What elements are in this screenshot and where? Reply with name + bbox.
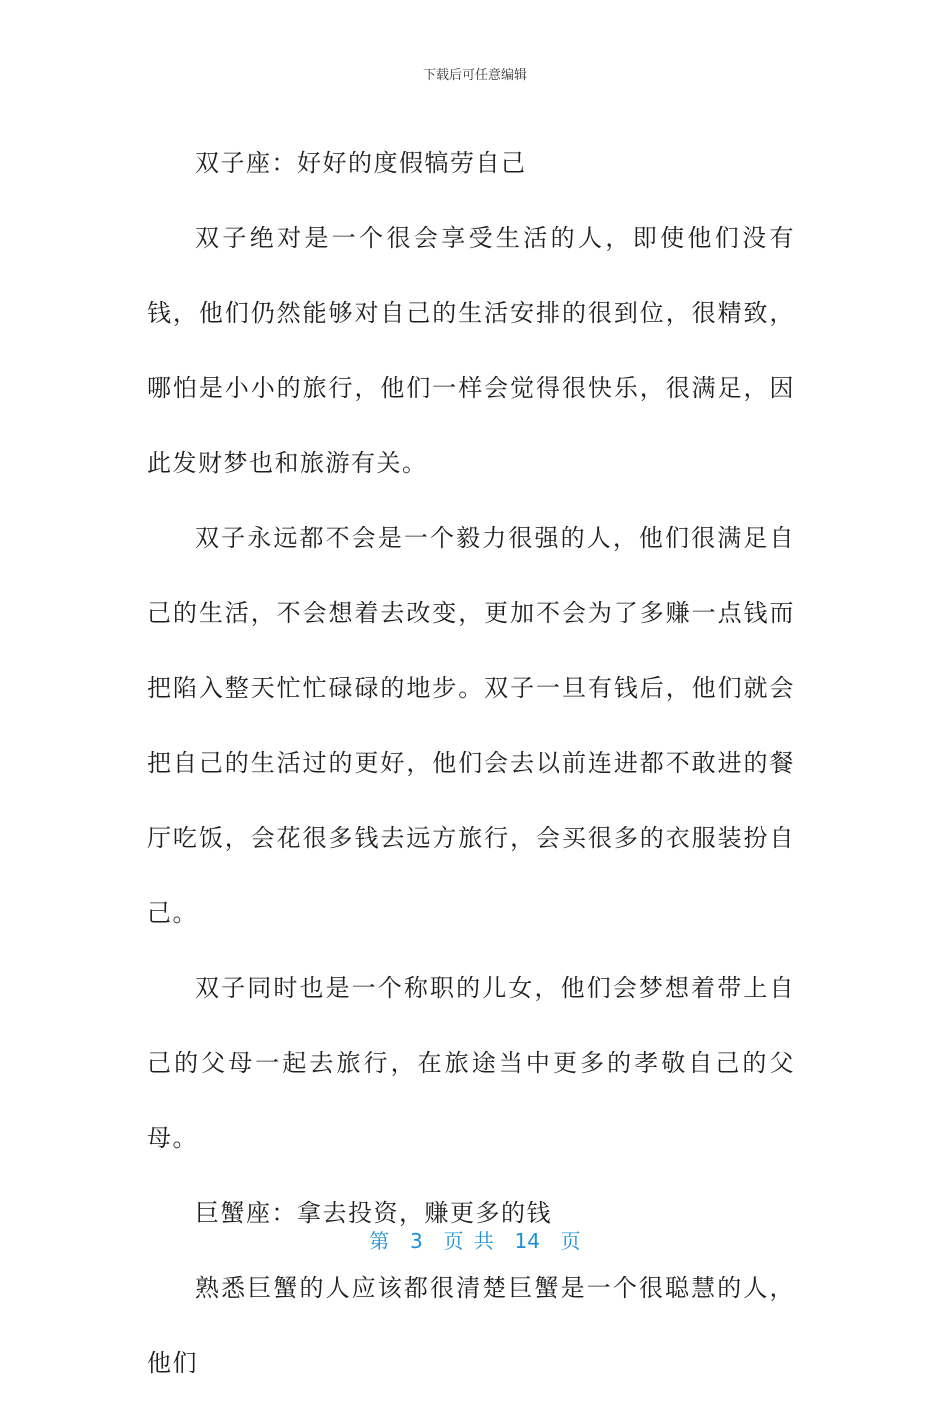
paragraph: 双子永远都不会是一个毅力很强的人，他们很满足自己的生活，不会想着去改变，更加不会为了多赚一点钱而把陷入整天忙忙碌碌的地步。双子一旦有钱后，他们就会把自己的生活过的更好，他们会去以前连进都不敢进的餐厅吃饭，会花很多钱去远方旅行，会买很多的衣服装扮自己。 (147, 524, 795, 927)
page-number: 第 3 页 共 14 页 (369, 1229, 581, 1253)
paragraph: 双子同时也是一个称职的儿女，他们会梦想着带上自己的父母一起去旅行，在旅途当中更多的孝敬自己的父母。 (147, 974, 795, 1152)
header-note: 下载后可任意编辑 (422, 68, 527, 83)
heading-cancer: 巨蟹座：拿去投资，赚更多的钱 (195, 1199, 552, 1227)
document-body (147, 126, 795, 1401)
paragraph: 熟悉巨蟹的人应该都很清楚巨蟹是一个很聪慧的人，他们 (147, 1274, 795, 1377)
paragraph: 双子绝对是一个很会享受生活的人，即使他们没有钱，他们仍然能够对自己的生活安排的很到位，很精致，哪怕是小小的旅行，他们一样会觉得很快乐，很满足，因此发财梦也和旅游有关。 (147, 224, 795, 477)
heading-gemini: 双子座：好好的度假犒劳自己 (195, 149, 527, 177)
